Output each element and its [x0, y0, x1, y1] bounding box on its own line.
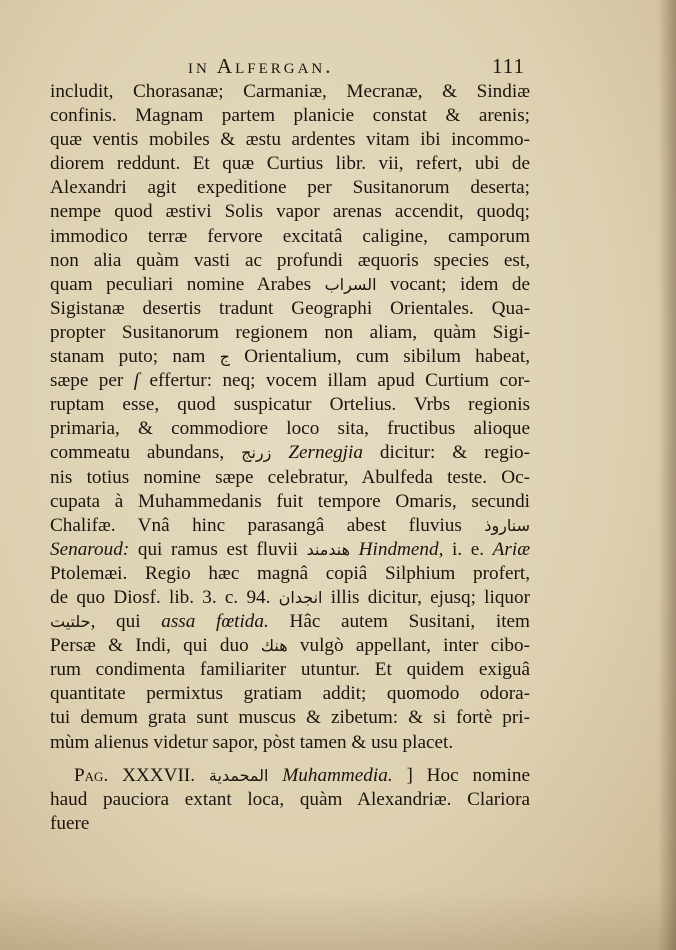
text-line [50, 634, 530, 658]
text-span: non alia quàm vasti ac profundi æquoris species est, [50, 249, 530, 271]
text-span: illis dicitur, ejusq; liquor [322, 586, 530, 608]
text-span: qui ramus est fluvii [129, 538, 307, 560]
text-line [50, 538, 530, 562]
text-line [50, 731, 530, 755]
text-span: includit, Chorasanæ; Carmaniæ, Mecranæ, & Sindiæ [50, 81, 530, 102]
text-line [50, 104, 530, 128]
text-span: effertur: neq; vocem illam apud Curtium cor- [139, 370, 530, 392]
text-span: fuere [50, 812, 90, 834]
italic-term: Muhammedia. [282, 764, 393, 786]
text-line [50, 514, 530, 538]
text-span: primaria, & commodiore loco sita, fructibus alioque [50, 418, 530, 440]
text-span: commeatu abundans, [50, 442, 242, 464]
text-span: Orientalium, cum sibilum habeat, [229, 346, 530, 368]
text-span: Hâc autem Susitani, item [268, 611, 530, 633]
italic-term: Senaroud: [50, 538, 130, 560]
text-span: diorem reddunt. Et quæ Curtius libr. vii, refert, ubi de [50, 153, 530, 175]
text-span: Persæ & Indi, qui duo [50, 635, 261, 657]
text-span: immodico terræ fervore excitatâ caligine, camporum [50, 225, 530, 247]
text-line [50, 200, 530, 224]
arabic-word: المحمدية [208, 765, 269, 785]
text-line [50, 441, 530, 465]
text-line [50, 176, 530, 200]
italic-term: Zernegjia [288, 442, 363, 464]
text-span: , qui [90, 611, 162, 633]
body-text [50, 80, 530, 836]
italic-term: ſ [133, 370, 140, 392]
text-line [50, 490, 530, 514]
text-line [50, 610, 530, 634]
page-bottom-shade [0, 890, 676, 950]
text-line [50, 417, 530, 441]
text-line [50, 393, 530, 417]
paragraph-gap [50, 755, 530, 764]
text-span: XXXVII. [108, 764, 209, 786]
italic-term: Ariæ [492, 538, 530, 560]
italic-term: Hindmend, [358, 538, 444, 560]
arabic-word: ج [219, 347, 230, 367]
text-line [50, 369, 530, 393]
text-line [50, 152, 530, 176]
text-line [50, 658, 530, 682]
text-span: haud pauciora extant loca, quàm Alexandriæ. Clariora [50, 788, 530, 810]
text-line [50, 225, 530, 249]
text-line [50, 345, 530, 369]
text-line [50, 80, 530, 104]
text-span: sæpe per [50, 370, 134, 392]
text-span: rum condimenta familiariter utuntur. Et quidem exiguâ [50, 659, 530, 681]
text-span: Ptolemæi. Regio hæc magnâ copiâ Silphium profert, [50, 562, 530, 584]
arabic-word: سناروذ [484, 515, 530, 535]
text-span: vocant; idem de [376, 273, 530, 295]
text-line [50, 764, 530, 788]
text-line [50, 812, 530, 836]
small-caps-term: Pag. [74, 764, 109, 786]
text-span: Alexandri agit expeditione per Susitanorum deserta; [50, 177, 530, 199]
text-line [50, 706, 530, 730]
arabic-word: هندمند [306, 539, 351, 559]
text-line [50, 128, 530, 152]
text-span [350, 539, 359, 560]
text-line [50, 586, 530, 610]
text-span: confinis. Magnam partem planicie constat & arenis; [50, 105, 530, 127]
text-span: ] Hoc nomine [392, 764, 530, 786]
text-span: nempe quod æstivi Solis vapor arenas accendit, quodq; [50, 201, 530, 223]
arabic-word: زرنج [241, 443, 272, 463]
page-gutter-shadow [658, 0, 676, 950]
text-span: de quo Diosf. lib. 3. c. 94. [50, 586, 279, 608]
text-span: ruptam esse, quod suspicatur Ortelius. Vrbs regionis [50, 394, 530, 416]
text-line [50, 297, 530, 321]
text-line [50, 321, 530, 345]
text-span: nis totius nomine sæpe celebratur, Abulfeda teste. Oc- [50, 466, 530, 488]
text-span [268, 765, 282, 786]
text-line [50, 273, 530, 297]
arabic-word: انجدان [278, 587, 323, 607]
text-span: propter Susitanorum regionem non aliam, quàm Sigi- [50, 321, 530, 343]
text-span: Chalifæ. Vnâ hinc parasangâ abest fluvius [50, 514, 485, 536]
text-line [50, 788, 530, 812]
text-span: tui demum grata sunt muscus & zibetum: & si fortè pri- [50, 707, 530, 729]
arabic-word: السراب [324, 274, 377, 294]
text-line [50, 682, 530, 706]
text-span: Sigistanæ desertis tradunt Geographi Orientales. Qua- [50, 297, 530, 319]
text-line [50, 562, 530, 586]
text-span: mùm alienus videtur sapor, pòst tamen & usu placet. [50, 731, 454, 753]
italic-term: assa fœtida. [161, 611, 269, 633]
text-span: quæ ventis mobiles & æstu ardentes vitam ibi incommo- [50, 129, 530, 151]
text-line [50, 249, 530, 273]
text-line [50, 466, 530, 490]
text-span: stanam puto; nam [50, 346, 220, 368]
arabic-word: هنك [260, 636, 288, 656]
text-span: quantitate permixtus gratiam addit; quomodo odora- [50, 683, 530, 705]
text-span: dicitur: & regio- [362, 442, 531, 464]
text-span: quam peculiari nomine Arabes [50, 273, 325, 295]
text-span [271, 442, 288, 463]
running-head-title: in Alfergan. [188, 54, 334, 78]
arabic-word: حلتيت [50, 612, 91, 632]
text-span: i. e. [443, 538, 493, 560]
text-span: cupata à Muhammedanis fuit tempore Omaris, secundi [50, 490, 530, 512]
page-number: 111 [492, 54, 525, 78]
text-span: vulgò appellant, inter cibo- [287, 635, 530, 657]
